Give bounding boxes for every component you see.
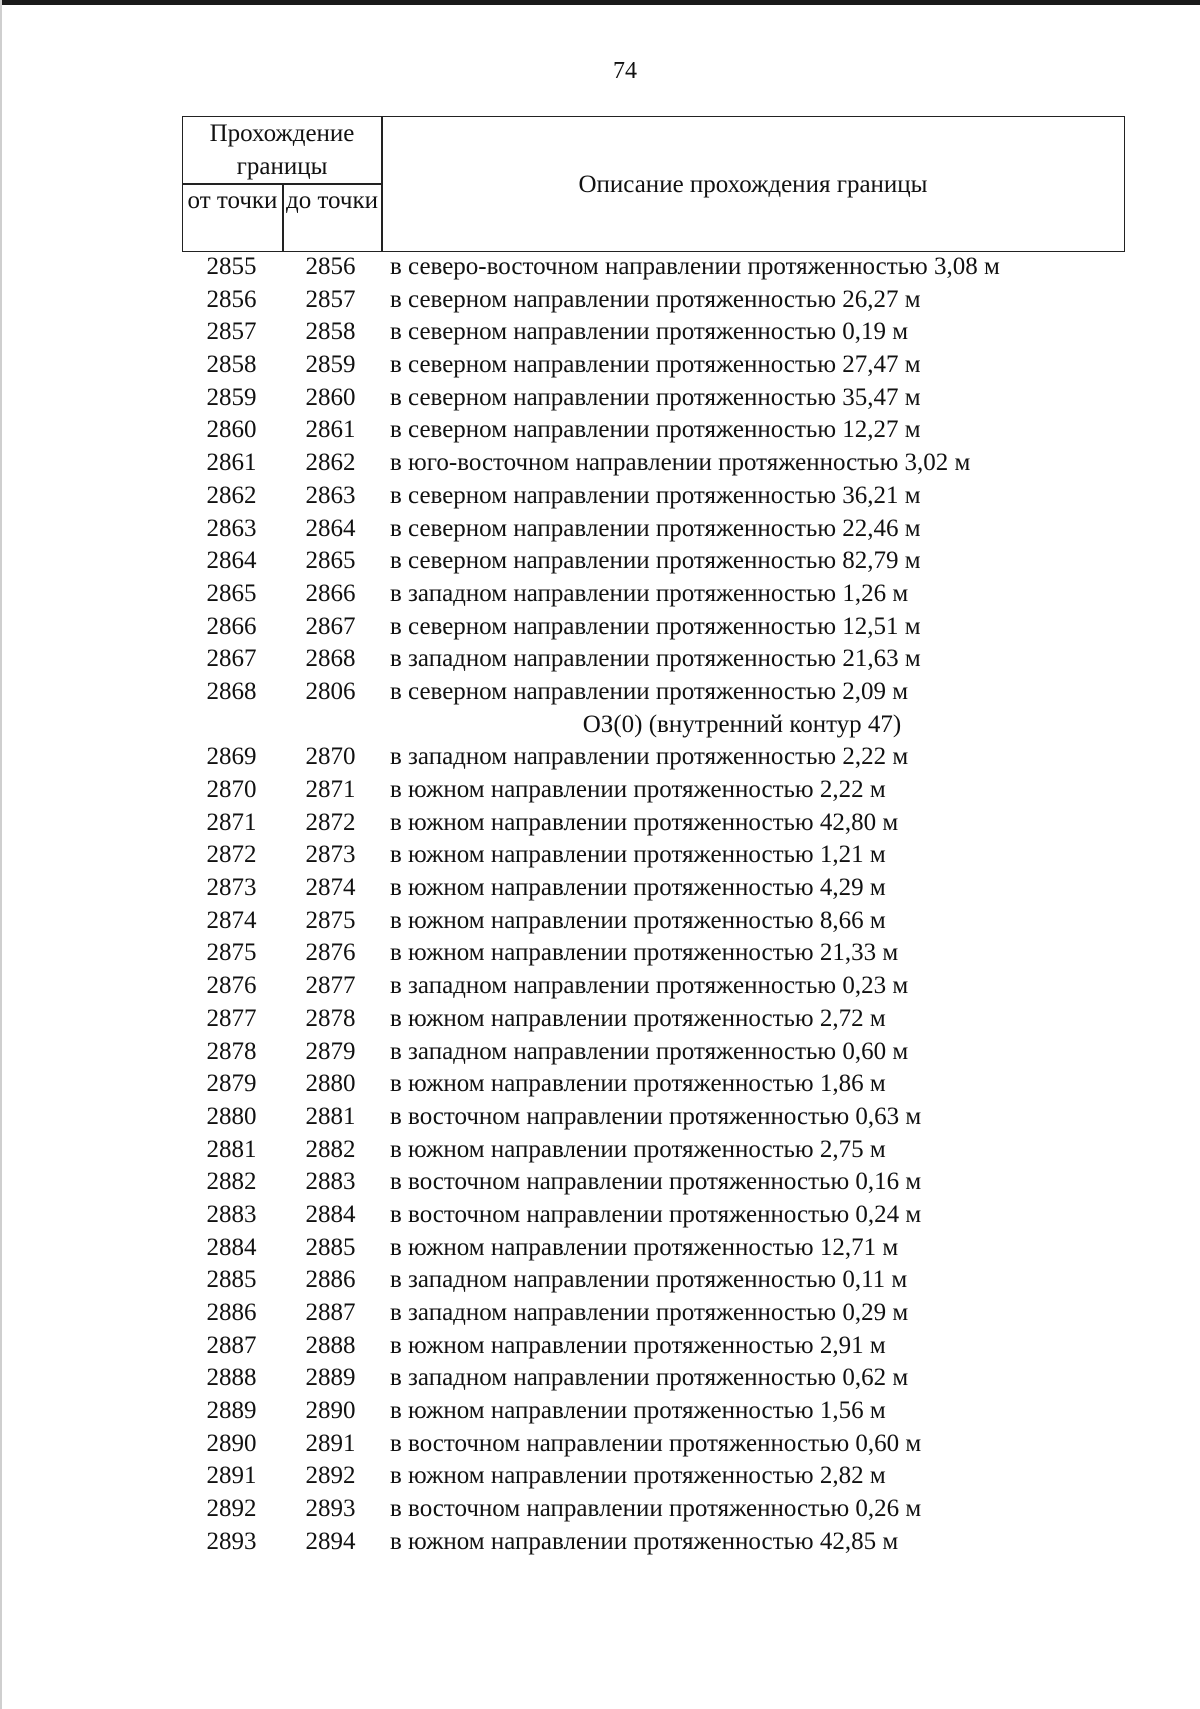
description: в южном направлении протяженностью 21,33 м [390, 939, 899, 967]
table-row [182, 937, 1122, 970]
description: в южном направлении протяженностью 1,86 м [390, 1070, 886, 1098]
from-point: 2887 [206, 1331, 257, 1359]
header-passage: Прохождение границы [209, 120, 355, 180]
description: в западном направлении протяженностью 0,60 м [390, 1037, 909, 1065]
description: в западном направлении протяженностью 2,22 м [390, 743, 909, 771]
from-point: 2862 [206, 481, 257, 509]
table-row [182, 1395, 1122, 1428]
to-point: 2863 [305, 481, 356, 509]
table-row [182, 872, 1122, 905]
description: в южном направлении протяженностью 2,91 м [390, 1331, 886, 1359]
to-point: 2877 [305, 972, 356, 1000]
table-row [182, 643, 1122, 676]
description: в юго-восточном направлении протяженностью 3,02 м [390, 449, 971, 477]
table-row [182, 1330, 1122, 1363]
table-row [182, 905, 1122, 938]
to-point: 2872 [305, 808, 356, 836]
table-row [182, 1362, 1122, 1395]
to-point: 2875 [305, 906, 356, 934]
from-point: 2871 [206, 808, 257, 836]
left-scan-edge [0, 0, 2, 1709]
to-point: 2861 [305, 416, 356, 444]
from-point: 2877 [206, 1004, 257, 1032]
description: в северном направлении протяженностью 26,27 м [390, 285, 921, 313]
from-point: 2878 [206, 1037, 257, 1065]
from-point: 2881 [206, 1135, 257, 1163]
from-point: 2892 [206, 1495, 257, 1523]
description: в северном направлении протяженностью 12,51 м [390, 612, 921, 640]
description: в северном направлении протяженностью 27,47 м [390, 351, 921, 379]
header-to-point: до точки [285, 187, 379, 214]
description: в северном направлении протяженностью 36,21 м [390, 481, 921, 509]
description: в южном направлении протяженностью 2,22 м [390, 776, 886, 803]
to-point: 2876 [305, 939, 356, 967]
to-point: 2874 [305, 874, 356, 902]
table-row [182, 1232, 1122, 1265]
to-point: 2806 [305, 677, 356, 705]
table-row [182, 545, 1122, 578]
table-row [182, 1493, 1122, 1526]
table-row [182, 1460, 1122, 1493]
description: в северо-восточном направлении протяженностью 3,08 м [390, 253, 1000, 280]
table-header [182, 116, 1125, 252]
description: в северном направлении протяженностью 2,09 м [390, 677, 909, 705]
from-point: 2876 [206, 972, 257, 1000]
table-row [182, 774, 1122, 807]
page-number: 74 [613, 58, 637, 84]
from-point: 2863 [206, 514, 257, 542]
table-row [182, 316, 1122, 349]
table-row [182, 807, 1122, 840]
table-row [182, 1166, 1122, 1199]
table-row [182, 447, 1122, 480]
table-row [182, 1036, 1122, 1069]
to-point: 2864 [305, 514, 356, 542]
from-point: 2885 [206, 1266, 257, 1294]
to-point: 2867 [305, 612, 356, 640]
table-body [182, 251, 1122, 1559]
description: в южном направлении протяженностью 2,75 м [390, 1135, 886, 1163]
to-point: 2857 [305, 285, 356, 313]
from-point: 2860 [206, 416, 257, 444]
table-row [182, 251, 1122, 284]
description: в западном направлении протяженностью 0,11 м [390, 1266, 908, 1294]
to-point: 2868 [305, 645, 356, 673]
to-point: 2886 [305, 1266, 356, 1294]
to-point: 2858 [305, 318, 356, 346]
from-point: 2869 [206, 743, 257, 771]
table-row [182, 1264, 1122, 1297]
description: в северном направлении протяженностью 35,47 м [390, 383, 921, 411]
from-point: 2868 [206, 677, 257, 705]
to-point: 2873 [305, 841, 356, 869]
table-row [182, 578, 1122, 611]
from-point: 2880 [206, 1102, 257, 1130]
description: в южном направлении протяженностью 2,82 м [390, 1462, 886, 1490]
top-border-line [0, 0, 1200, 5]
description: в западном направлении протяженностью 21,63 м [390, 645, 921, 673]
from-point: 2855 [206, 253, 257, 280]
table-row [182, 382, 1122, 415]
from-point: 2891 [206, 1462, 257, 1490]
to-point: 2889 [305, 1364, 356, 1392]
from-point: 2890 [206, 1429, 257, 1457]
from-point: 2872 [206, 841, 257, 869]
from-point: 2886 [206, 1299, 257, 1326]
to-point: 2860 [305, 383, 356, 411]
to-point: 2882 [305, 1135, 356, 1163]
description: в восточном направлении протяженностью 0,16 м [390, 1168, 922, 1196]
description: в южном направлении протяженностью 1,21 м [390, 841, 886, 869]
to-point: 2866 [305, 579, 356, 607]
section-title: ОЗ(0) (внутренний контур 47) [582, 710, 902, 738]
from-point: 2859 [206, 383, 257, 411]
description: в южном направлении протяженностью 42,80 м [390, 808, 899, 836]
to-point: 2884 [305, 1200, 356, 1228]
to-point: 2881 [305, 1102, 356, 1130]
from-point: 2893 [206, 1527, 257, 1555]
table-row [182, 284, 1122, 317]
from-point: 2883 [206, 1200, 257, 1228]
from-point: 2865 [206, 579, 257, 607]
description: в южном направлении протяженностью 42,85 м [390, 1527, 899, 1555]
header-from-point: от точки [187, 187, 278, 214]
description: в северном направлении протяженностью 0,19 м [390, 318, 909, 346]
table-row [182, 741, 1122, 774]
from-point: 2879 [206, 1070, 257, 1098]
from-point: 2884 [206, 1233, 257, 1261]
to-point: 2893 [305, 1495, 356, 1523]
from-point: 2858 [206, 351, 257, 379]
table-row [182, 1428, 1122, 1461]
to-point: 2891 [305, 1429, 356, 1457]
to-point: 2878 [305, 1004, 356, 1032]
table-row [182, 414, 1122, 447]
to-point: 2883 [305, 1168, 356, 1196]
table-row [182, 676, 1122, 709]
table-row [182, 1297, 1122, 1330]
table-row [182, 1068, 1122, 1101]
from-point: 2874 [206, 906, 257, 934]
from-point: 2889 [206, 1397, 257, 1425]
table-row [182, 513, 1122, 546]
description: в западном направлении протяженностью 1,26 м [390, 579, 909, 607]
description: в западном направлении протяженностью 0,23 м [390, 972, 909, 1000]
table-row [182, 480, 1122, 513]
from-point: 2875 [206, 939, 257, 967]
section-title-row [182, 709, 1122, 742]
from-point: 2861 [206, 449, 257, 477]
from-point: 2857 [206, 318, 257, 346]
description: в западном направлении протяженностью 0,62 м [390, 1364, 909, 1392]
description: в южном направлении протяженностью 4,29 м [390, 874, 886, 902]
description: в северном направлении протяженностью 82,79 м [390, 547, 921, 575]
from-point: 2873 [206, 874, 257, 902]
description: в южном направлении протяженностью 1,56 м [390, 1397, 886, 1425]
table-row [182, 1526, 1122, 1559]
to-point: 2856 [305, 253, 356, 280]
from-point: 2870 [206, 776, 257, 803]
table-row [182, 349, 1122, 382]
to-point: 2865 [305, 547, 356, 575]
description: в восточном направлении протяженностью 0,63 м [390, 1102, 922, 1130]
from-point: 2864 [206, 547, 257, 575]
from-point: 2866 [206, 612, 257, 640]
to-point: 2894 [305, 1527, 356, 1555]
from-point: 2888 [206, 1364, 257, 1392]
description: в южном направлении протяженностью 8,66 м [390, 906, 886, 934]
to-point: 2871 [305, 776, 356, 803]
from-point: 2882 [206, 1168, 257, 1196]
to-point: 2887 [305, 1299, 356, 1326]
description: в северном направлении протяженностью 12,27 м [390, 416, 921, 444]
to-point: 2879 [305, 1037, 356, 1065]
header-description: Описание прохождения границы [578, 170, 928, 198]
description: в северном направлении протяженностью 22,46 м [390, 514, 921, 542]
table-row [182, 839, 1122, 872]
table-row [182, 1134, 1122, 1167]
from-point: 2856 [206, 285, 257, 313]
description: в южном направлении протяженностью 12,71 м [390, 1233, 899, 1261]
table-row [182, 1101, 1122, 1134]
to-point: 2880 [305, 1070, 356, 1098]
to-point: 2892 [305, 1462, 356, 1490]
from-point: 2867 [206, 645, 257, 673]
to-point: 2870 [305, 743, 356, 771]
to-point: 2890 [305, 1397, 356, 1425]
description: в южном направлении протяженностью 2,72 м [390, 1004, 886, 1032]
description: в восточном направлении протяженностью 0,24 м [390, 1200, 922, 1228]
description: в восточном направлении протяженностью 0,26 м [390, 1495, 922, 1523]
table-row [182, 970, 1122, 1003]
table-row [182, 611, 1122, 644]
table-row [182, 1003, 1122, 1036]
table-row [182, 1199, 1122, 1232]
to-point: 2888 [305, 1331, 356, 1359]
description: в восточном направлении протяженностью 0,60 м [390, 1429, 922, 1457]
to-point: 2862 [305, 449, 356, 477]
to-point: 2885 [305, 1233, 356, 1261]
to-point: 2859 [305, 351, 356, 379]
description: в западном направлении протяженностью 0,29 м [390, 1299, 909, 1326]
